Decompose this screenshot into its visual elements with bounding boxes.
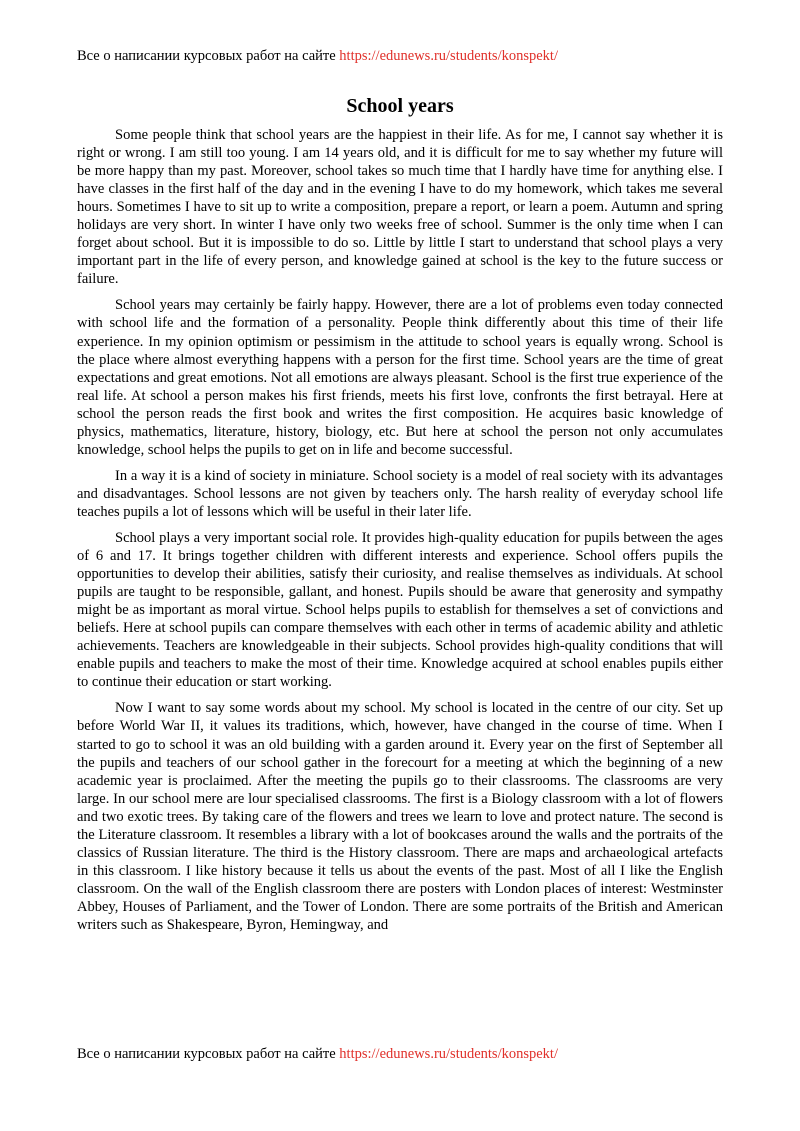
paragraph: School plays a very important social role. It provides high-quality education for pupils between the ages of 6 and 17. It brings together children with different interests and experience. School offers pupils the opportunities to develop their abilities, satisfy their curiosity, and realise themselves as individuals. At school pupils are taught to be responsible, gallant, and honest. Pupils should be aware that generosity and sympathy might be as important as moral virtue. School helps pupils to establish for themselves a set of convictions and beliefs. Here at school pupils can compare themselves with each other in terms of academic ability and athletic achievements. Teachers are knowledgeable in their subjects. School provides high-quality conditions that will enable pupils and teachers to make the most of their time. Knowledge acquired at school enables pupils either to continue their education or start working. [77,529,723,691]
header-link[interactable]: https://edunews.ru/students/konspekt/ [339,48,558,64]
page-header [77,47,737,65]
document-body [77,126,723,942]
footer-link[interactable]: https://edunews.ru/students/konspekt/ [339,1046,558,1062]
paragraph: In a way it is a kind of society in miniature. School society is a model of real society with its advantages and disadvantages. School lessons are not given by teachers only. The harsh reality of everyday school life teaches pupils a lot of lessons which will be useful in their later life. [77,467,723,520]
page-footer [77,1045,737,1063]
document-title: School years [346,95,454,117]
paragraph: Some people think that school years are the happiest in their life. As for me, I cannot say whether it is right or wrong. I am still too young. I am 14 years old, and it is difficult for me to say whether my future will be more happy than my past. Moreover, school takes so much time that I hardly have time for anything else. I have classes in the first half of the day and in the evening I have to do my homework, which takes me several hours. Sometimes I have to sit up to write a composition, prepare a report, or learn a poem. Autumn and spring holidays are very short. In winter I have only two weeks free of school. Summer is the only time when I can forget about school. But it is impossible to do so. Little by little I start to understand that school plays a very important part in the life of every person, and knowledge gained at school is the key to the future success or failure. [77,127,723,288]
header-text: Все о написании курсовых работ на сайте [77,48,340,64]
paragraph: School years may certainly be fairly happy. However, there are a lot of problems even today connected with school life and the formation of a personality. People think differently about this time of their life experience. In my opinion optimism or pessimism in the attitude to school years is equally wrong. School is the place where almost everything happens with a person for the first time. School years are the time of great expectations and great emotions. Not all emotions are always pleasant. School is the first true experience of the real life. At school a person makes his first friends, meets his first love, confronts the first betrayal. Here at school the person reads the first book and writes the first composition. He acquires basic knowledge of physics, mathematics, literature, history, biology, etc. But here at school the person not only accumulates knowledge, school helps the pupils to get on in life and become successful. [77,297,723,458]
paragraph: Now I want to say some words about my school. My school is located in the centre of our city. Set up before World War II, it values its traditions, which, however, have changed in the course of time. When I started to go to school it was an old building with a garden around it. Every year on the first of September all the pupils and teachers of our school gather in the forecourt for a meeting at which the beginning of a new academic year is proclaimed. After the meeting the pupils go to their classrooms. The classrooms are very large. In our school mere are lour specialised classrooms. The first is a Biology classroom with a lot of flowers and two exotic trees. By taking care of the flowers and trees we learn to love and protect nature. The second is the Literature classroom. It resembles a library with a lot of bookcases around the walls and the portraits of the classics of Russian literature. The third is the History classroom. There are maps and archaeological artefacts in this classroom. I like history because it tells us about the events of the past. Most of all I like the English classroom. On the wall of the English classroom there are posters with London places of interest: Westminster Abbey, Houses of Parliament, and the Tower of London. There are some portraits of the British and American writers such as Shakespeare, Byron, Hemingway, and [77,700,723,933]
footer-text: Все о написании курсовых работ на сайте [77,1046,340,1062]
